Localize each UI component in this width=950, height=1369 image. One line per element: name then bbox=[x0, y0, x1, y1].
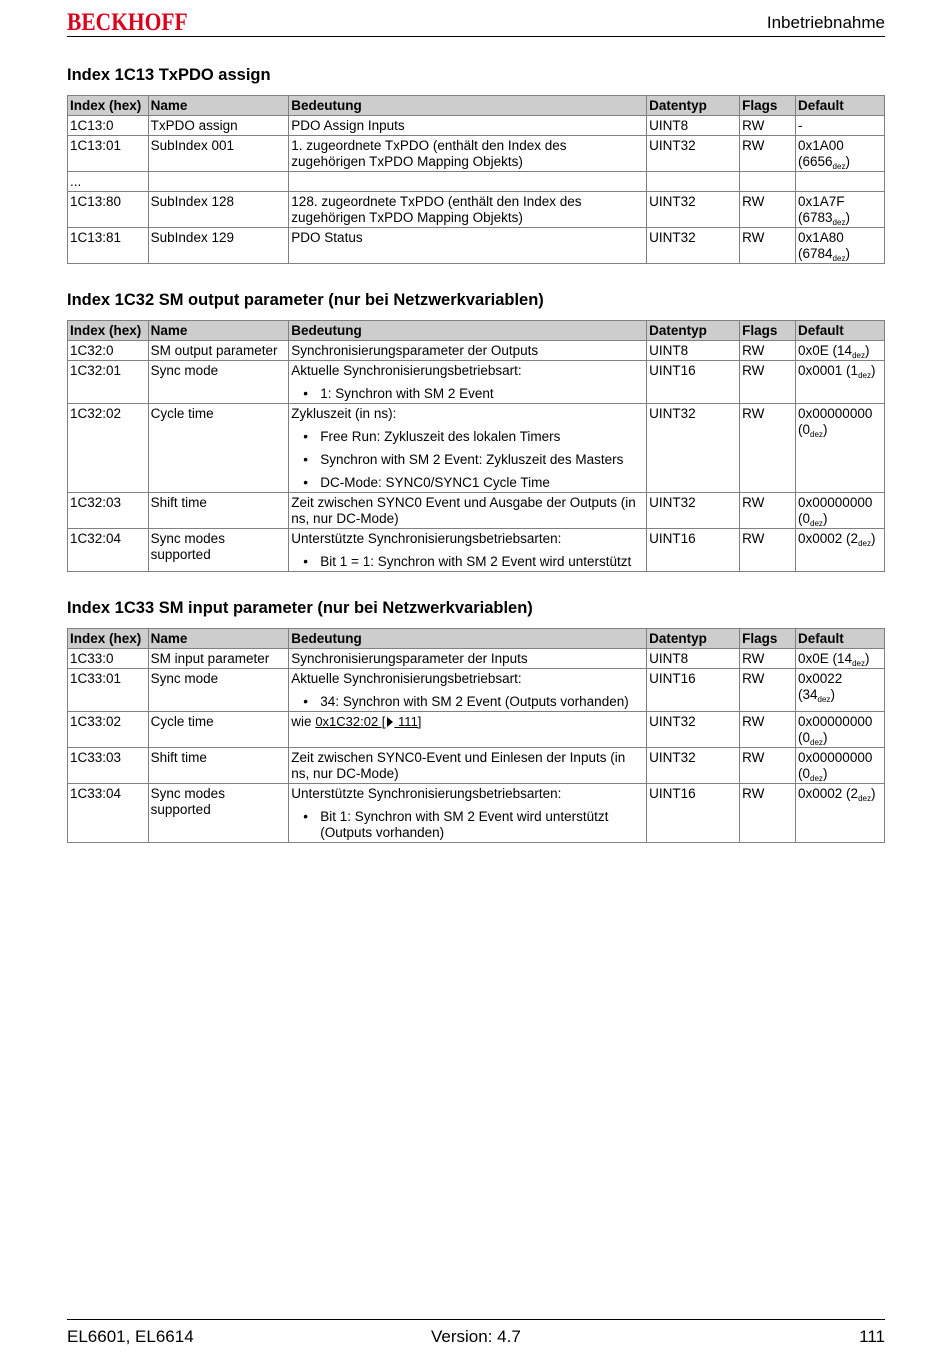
default-cell bbox=[796, 361, 885, 404]
table-row bbox=[68, 172, 885, 192]
default-close: ) bbox=[870, 531, 876, 546]
default-value: 0x1A00 bbox=[798, 138, 844, 153]
bullet-item: • Synchron with SM 2 Event: Zykluszeit des Masters bbox=[291, 452, 644, 468]
description-cell bbox=[289, 404, 647, 493]
name-cell: Cycle time bbox=[148, 712, 289, 748]
description-cell bbox=[289, 712, 647, 748]
description-cell bbox=[289, 748, 647, 784]
default-cell bbox=[796, 649, 885, 669]
table-header bbox=[68, 96, 885, 116]
description-text: Unterstützte Synchronisierungsbetriebsarten: bbox=[291, 786, 562, 801]
decimal-subscript: dez bbox=[858, 371, 871, 380]
header-row bbox=[68, 96, 885, 116]
default-cell bbox=[796, 784, 885, 843]
flags-cell: RW bbox=[740, 341, 796, 361]
description-text: Synchronisierungsparameter der Inputs bbox=[291, 651, 528, 666]
flags-cell: RW bbox=[740, 192, 796, 228]
name-cell: SubIndex 128 bbox=[148, 192, 289, 228]
default-value: 0x00000000 bbox=[798, 406, 873, 421]
table-row bbox=[68, 136, 885, 172]
column-header: Index (hex) bbox=[68, 321, 149, 341]
section-title-1c13: Index 1C13 TxPDO assign bbox=[67, 66, 271, 84]
name-cell: TxPDO assign bbox=[148, 116, 289, 136]
column-header: Index (hex) bbox=[68, 629, 149, 649]
flags-cell: RW bbox=[740, 136, 796, 172]
decimal-subscript: dez bbox=[810, 738, 823, 747]
default-value: - bbox=[798, 118, 803, 133]
decimal-subscript: dez bbox=[817, 695, 831, 704]
index-cell: 1C32:03 bbox=[68, 493, 149, 529]
link-page: 111] bbox=[394, 714, 422, 729]
description-cell bbox=[289, 136, 647, 172]
bullet-item: • 1: Synchron with SM 2 Event bbox=[291, 386, 644, 402]
datatype-cell: UINT32 bbox=[647, 712, 740, 748]
page-footer bbox=[67, 1319, 885, 1354]
column-header: Name bbox=[148, 629, 289, 649]
description-cell bbox=[289, 192, 647, 228]
description-cell bbox=[289, 529, 647, 572]
table-row bbox=[68, 192, 885, 228]
name-cell: Shift time bbox=[148, 748, 289, 784]
default-cell bbox=[796, 172, 885, 192]
description-cell bbox=[289, 341, 647, 361]
name-cell: Sync modes supported bbox=[148, 784, 289, 843]
decimal-subscript: dez bbox=[858, 539, 871, 548]
table-row bbox=[68, 649, 885, 669]
default-close: ) bbox=[822, 766, 828, 781]
description-cell bbox=[289, 116, 647, 136]
default-cell bbox=[796, 404, 885, 493]
name-cell: SubIndex 001 bbox=[148, 136, 289, 172]
page-number: 111 bbox=[859, 1327, 885, 1346]
description-text: Aktuelle Synchronisierungsbetriebsart: bbox=[291, 671, 522, 686]
description-text: PDO Assign Inputs bbox=[291, 118, 405, 133]
default-value: 0x0022 (34 bbox=[798, 671, 843, 702]
column-header: Datentyp bbox=[647, 96, 740, 116]
description-text: Aktuelle Synchronisierungsbetriebsart: bbox=[291, 363, 522, 378]
decimal-subscript: dez bbox=[852, 351, 865, 360]
decimal-subscript: dez bbox=[852, 659, 865, 668]
name-cell: Sync mode bbox=[148, 361, 289, 404]
datatype-cell: UINT8 bbox=[647, 116, 740, 136]
bullet-item: • Free Run: Zykluszeit des lokalen Timers bbox=[291, 429, 644, 445]
name-cell: Shift time bbox=[148, 493, 289, 529]
bullet-list bbox=[291, 429, 644, 491]
datatype-cell: UINT16 bbox=[647, 361, 740, 404]
table-row bbox=[68, 228, 885, 264]
description-cell bbox=[289, 784, 647, 843]
default-cell bbox=[796, 493, 885, 529]
column-header: Name bbox=[148, 96, 289, 116]
description-text: Unterstützte Synchronisierungsbetriebsarten: bbox=[291, 531, 562, 546]
datatype-cell: UINT32 bbox=[647, 748, 740, 784]
bullet-item: • Bit 1 = 1: Synchron with SM 2 Event wird unterstützt bbox=[291, 554, 644, 570]
index-cell: 1C32:04 bbox=[68, 529, 149, 572]
footer-version: Version: 4.7 bbox=[431, 1327, 521, 1346]
datatype-cell: UINT16 bbox=[647, 529, 740, 572]
default-cell bbox=[796, 136, 885, 172]
description-cell bbox=[289, 649, 647, 669]
default-value: 0x0001 (1 bbox=[798, 363, 859, 378]
default-cell bbox=[796, 529, 885, 572]
index-cell: 1C33:02 bbox=[68, 712, 149, 748]
bullet-item: • 34: Synchron with SM 2 Event (Outputs vorhanden) bbox=[291, 694, 644, 710]
default-decimal: (6784 bbox=[798, 246, 833, 261]
default-value: 0x0002 (2 bbox=[798, 531, 859, 546]
default-value: 0x0E (14 bbox=[798, 343, 853, 358]
index-cell: 1C32:02 bbox=[68, 404, 149, 493]
default-close: ) bbox=[822, 422, 828, 437]
default-value: 0x00000000 bbox=[798, 714, 873, 729]
table-row bbox=[68, 493, 885, 529]
bullet-list bbox=[291, 694, 644, 710]
default-close: ) bbox=[845, 246, 850, 261]
description-text: 1. zugeordnete TxPDO (enthält den Index des zugehörigen TxPDO Mapping Objekts) bbox=[291, 138, 567, 169]
decimal-subscript: dez bbox=[832, 218, 846, 227]
default-decimal: (0 bbox=[798, 766, 811, 781]
cross-reference-link[interactable] bbox=[315, 714, 421, 729]
default-decimal: (0 bbox=[798, 730, 811, 745]
default-close: ) bbox=[822, 511, 828, 526]
table-row bbox=[68, 529, 885, 572]
decimal-subscript: dez bbox=[810, 519, 823, 528]
column-header: Bedeutung bbox=[289, 96, 647, 116]
bullet-list bbox=[291, 386, 644, 402]
default-value: 0x1A80 bbox=[798, 230, 844, 245]
index-cell: 1C33:04 bbox=[68, 784, 149, 843]
name-cell: SM output parameter bbox=[148, 341, 289, 361]
description-text: Synchronisierungsparameter der Outputs bbox=[291, 343, 539, 358]
default-cell bbox=[796, 228, 885, 264]
flags-cell: RW bbox=[740, 228, 796, 264]
name-cell: Cycle time bbox=[148, 404, 289, 493]
datatype-cell: UINT16 bbox=[647, 784, 740, 843]
column-header: Flags bbox=[740, 96, 796, 116]
table-1c13 bbox=[67, 95, 885, 264]
datatype-cell: UINT32 bbox=[647, 136, 740, 172]
default-decimal: (0 bbox=[798, 422, 811, 437]
column-header: Bedeutung bbox=[289, 629, 647, 649]
index-cell: ... bbox=[68, 172, 149, 192]
flags-cell: RW bbox=[740, 649, 796, 669]
column-header: Index (hex) bbox=[68, 96, 149, 116]
flags-cell: RW bbox=[740, 361, 796, 404]
column-header: Datentyp bbox=[647, 321, 740, 341]
bullet-item: • Bit 1: Synchron with SM 2 Event wird unterstützt (Outputs vorhanden) bbox=[291, 809, 644, 841]
flags-cell: RW bbox=[740, 404, 796, 493]
name-cell: SM input parameter bbox=[148, 649, 289, 669]
description-cell bbox=[289, 361, 647, 404]
bullet-list bbox=[291, 809, 644, 841]
default-cell bbox=[796, 748, 885, 784]
table-row bbox=[68, 712, 885, 748]
datatype-cell: UINT32 bbox=[647, 493, 740, 529]
description-text: wie bbox=[291, 714, 316, 729]
bullet-list bbox=[291, 554, 644, 570]
name-cell bbox=[148, 172, 289, 192]
name-cell: SubIndex 129 bbox=[148, 228, 289, 264]
table-1c32 bbox=[67, 320, 885, 572]
index-cell: 1C33:0 bbox=[68, 649, 149, 669]
default-value: 0x0002 (2 bbox=[798, 786, 859, 801]
description-text: Zeit zwischen SYNC0 Event und Ausgabe der Outputs (in ns, nur DC-Mode) bbox=[291, 495, 636, 526]
decimal-subscript: dez bbox=[810, 774, 823, 783]
column-header: Name bbox=[148, 321, 289, 341]
default-value: 0x00000000 bbox=[798, 750, 873, 765]
table-row bbox=[68, 404, 885, 493]
description-cell bbox=[289, 172, 647, 192]
flags-cell: RW bbox=[740, 493, 796, 529]
default-close: ) bbox=[864, 343, 870, 358]
index-cell: 1C32:01 bbox=[68, 361, 149, 404]
description-text: Zykluszeit (in ns): bbox=[291, 406, 397, 421]
section-title-1c32: Index 1C32 SM output parameter (nur bei Netzwerkvariablen) bbox=[67, 291, 544, 309]
default-decimal: (0 bbox=[798, 511, 811, 526]
link-target: 0x1C32:02 [ bbox=[315, 714, 386, 729]
datatype-cell: UINT32 bbox=[647, 404, 740, 493]
datatype-cell: UINT16 bbox=[647, 669, 740, 712]
flags-cell: RW bbox=[740, 529, 796, 572]
decimal-subscript: dez bbox=[832, 254, 846, 263]
table-row bbox=[68, 361, 885, 404]
default-close: ) bbox=[830, 687, 835, 702]
index-cell: 1C13:81 bbox=[68, 228, 149, 264]
flags-cell: RW bbox=[740, 116, 796, 136]
table-row bbox=[68, 341, 885, 361]
description-text: Zeit zwischen SYNC0-Event und Einlesen der Inputs (in ns, nur DC-Mode) bbox=[291, 750, 626, 781]
default-close: ) bbox=[870, 363, 876, 378]
column-header: Default bbox=[796, 321, 885, 341]
default-value: 0x00000000 bbox=[798, 495, 873, 510]
beckhoff-logo: BECKHOFF bbox=[67, 9, 188, 36]
table-header bbox=[68, 629, 885, 649]
page-arrow-icon bbox=[387, 717, 393, 727]
default-cell bbox=[796, 192, 885, 228]
footer-product: EL6601, EL6614 bbox=[67, 1327, 194, 1346]
column-header: Flags bbox=[740, 321, 796, 341]
default-close: ) bbox=[864, 651, 870, 666]
default-decimal: (6656 bbox=[798, 154, 833, 169]
index-cell: 1C13:01 bbox=[68, 136, 149, 172]
index-cell: 1C33:01 bbox=[68, 669, 149, 712]
datatype-cell: UINT8 bbox=[647, 649, 740, 669]
name-cell: Sync mode bbox=[148, 669, 289, 712]
decimal-subscript: dez bbox=[832, 162, 846, 171]
table-row bbox=[68, 784, 885, 843]
datatype-cell: UINT8 bbox=[647, 341, 740, 361]
header-row bbox=[68, 629, 885, 649]
decimal-subscript: dez bbox=[810, 430, 823, 439]
table-1c33 bbox=[67, 628, 885, 843]
index-cell: 1C33:03 bbox=[68, 748, 149, 784]
column-header: Default bbox=[796, 629, 885, 649]
index-cell: 1C32:0 bbox=[68, 341, 149, 361]
column-header: Default bbox=[796, 96, 885, 116]
flags-cell: RW bbox=[740, 748, 796, 784]
default-value: 0x0E (14 bbox=[798, 651, 853, 666]
column-header: Flags bbox=[740, 629, 796, 649]
page-header bbox=[67, 8, 885, 37]
description-cell bbox=[289, 228, 647, 264]
table-row bbox=[68, 748, 885, 784]
default-decimal: (6783 bbox=[798, 210, 833, 225]
header-row bbox=[68, 321, 885, 341]
description-text: 128. zugeordnete TxPDO (enthält den Index des zugehörigen TxPDO Mapping Objekts) bbox=[291, 194, 582, 225]
table-header bbox=[68, 321, 885, 341]
default-close: ) bbox=[870, 786, 876, 801]
index-cell: 1C13:0 bbox=[68, 116, 149, 136]
column-header: Datentyp bbox=[647, 629, 740, 649]
datatype-cell bbox=[647, 172, 740, 192]
description-cell bbox=[289, 493, 647, 529]
default-cell bbox=[796, 116, 885, 136]
flags-cell: RW bbox=[740, 669, 796, 712]
index-cell: 1C13:80 bbox=[68, 192, 149, 228]
flags-cell bbox=[740, 172, 796, 192]
name-cell: Sync modes supported bbox=[148, 529, 289, 572]
decimal-subscript: dez bbox=[858, 794, 871, 803]
table-row bbox=[68, 116, 885, 136]
flags-cell: RW bbox=[740, 712, 796, 748]
default-close: ) bbox=[845, 154, 850, 169]
default-value: 0x1A7F bbox=[798, 194, 845, 209]
datatype-cell: UINT32 bbox=[647, 192, 740, 228]
datatype-cell: UINT32 bbox=[647, 228, 740, 264]
table-row bbox=[68, 669, 885, 712]
default-cell bbox=[796, 712, 885, 748]
default-close: ) bbox=[822, 730, 828, 745]
chapter-title: Inbetriebnahme bbox=[766, 13, 885, 32]
default-close: ) bbox=[845, 210, 850, 225]
description-text: PDO Status bbox=[291, 230, 363, 245]
default-cell bbox=[796, 669, 885, 712]
section-title-1c33: Index 1C33 SM input parameter (nur bei Netzwerkvariablen) bbox=[67, 599, 533, 617]
column-header: Bedeutung bbox=[289, 321, 647, 341]
bullet-item: • DC-Mode: SYNC0/SYNC1 Cycle Time bbox=[291, 475, 644, 491]
flags-cell: RW bbox=[740, 784, 796, 843]
default-cell bbox=[796, 341, 885, 361]
description-cell bbox=[289, 669, 647, 712]
